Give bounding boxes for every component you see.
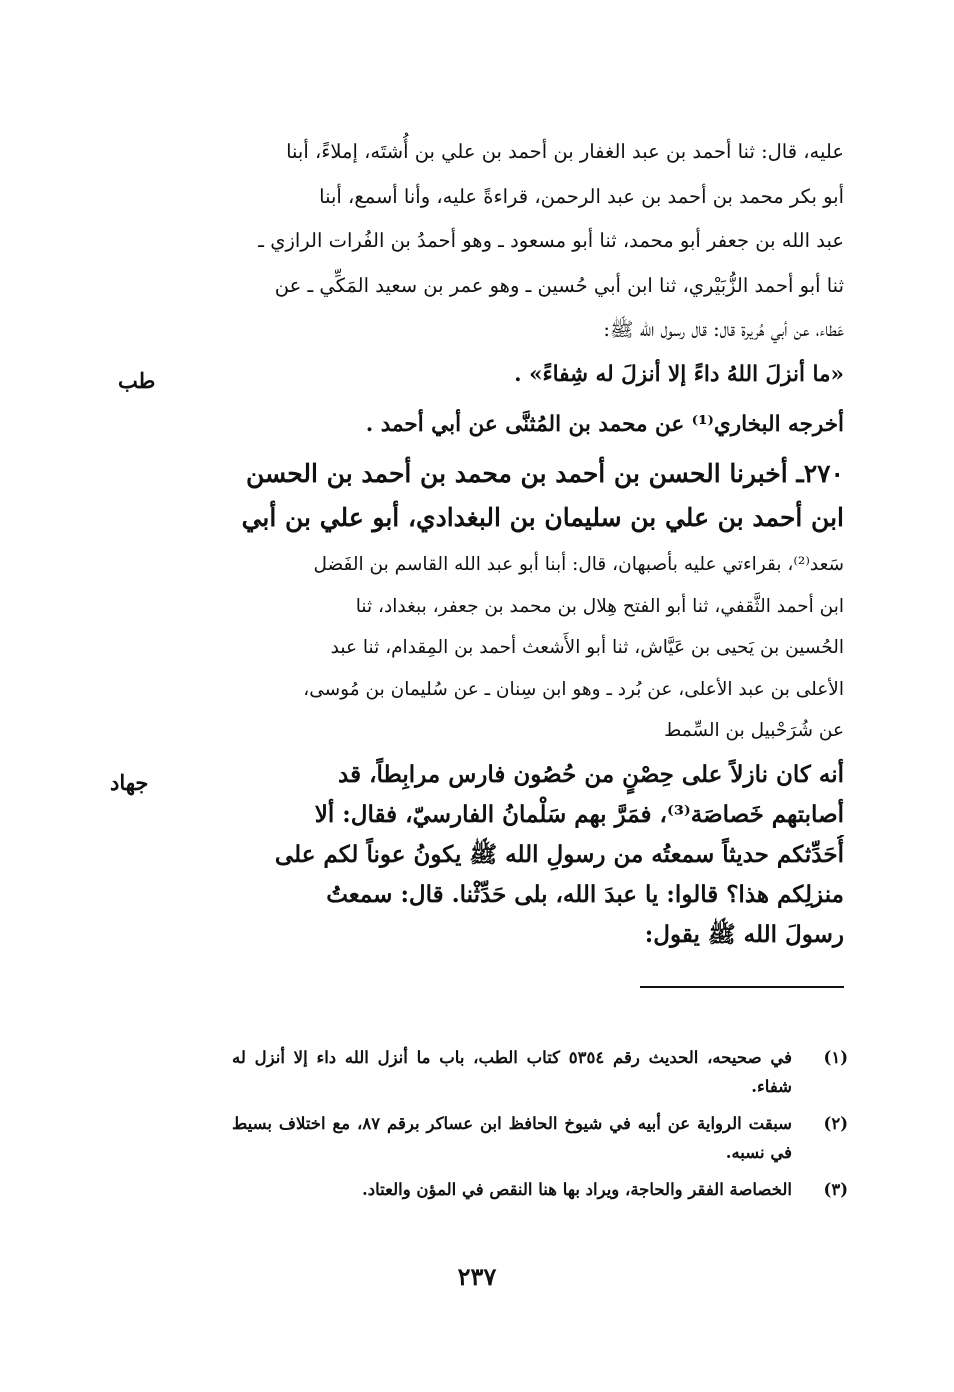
text-line: أنه كان نازلاً على حِصْنٍ من حُصُون فارس مرابِطاً، قد — [338, 761, 844, 788]
text-line: عبد الله بن جعفر أبو محمد، ثنا أبو مسعود ـ وهو أحمدُ بن الفُرات الرازي ـ — [258, 229, 844, 252]
text-line: منزلِكم هذا؟ قالوا: يا عبدَ الله، بلى حَدِّثْنا. قال: سمعتُ — [326, 881, 844, 908]
footnote-divider — [640, 986, 844, 988]
text-line: عليه، قال: ثنا أحمد بن عبد الغفار بن أحمد بن علي بن أُشتَه، إملاءً، أبنا — [286, 140, 844, 163]
text-line: رسولَ الله ﷺ يقول: — [644, 921, 844, 948]
footnote — [232, 1175, 848, 1204]
footnote — [232, 1109, 848, 1167]
footnote-number: (٣) — [823, 1180, 848, 1199]
margin-tag-jihad: جهاد — [110, 770, 149, 795]
heading-line: ابن أحمد بن علي بن سليمان بن البغدادي، أبو علي بن أبي — [241, 503, 844, 532]
text-line: أصابتهم خَصاصَة⁽³⁾، فمَرَّ بهم سَلْمانُ الفارسيّ، فقال: ألا — [314, 801, 844, 828]
text-line: أُحَدِّثكم حديثاً سمعتُه من رسولِ الله ﷺ يكونُ عوناً لكم على — [274, 841, 844, 868]
text-line: ابن أحمد الثَّقفي، ثنا أبو الفتح هِلال بن محمد بن جعفر، ببغداد، ثنا — [355, 595, 844, 617]
footnote — [232, 1043, 848, 1101]
footnote-number: (٢) — [823, 1114, 848, 1133]
takhrij-line: أخرجه البخاري⁽¹⁾ عن محمد بن المُثنَّى عن أبي أحمد . — [365, 412, 844, 437]
isnad-paragraph — [232, 130, 844, 353]
footnote-text: الخصاصة الفقر والحاجة، ويراد بها هنا النقص في المؤن والعتاد. — [362, 1180, 792, 1199]
heading-line: ٢٧٠ـ أخبرنا الحسن بن أحمد بن محمد بن أحمد بن الحسن — [245, 459, 844, 488]
text-line: ثنا أبو أحمد الزُّبَيْري، ثنا ابن أبي حُسين ـ وهو عمر بن سعيد المَكِّي ـ عن — [274, 273, 844, 297]
page-number: ٢٣٧ — [457, 1262, 497, 1291]
text-line: عَطاء، عن أبي هُريرة قال: قال رسول الله ﷺ: — [603, 318, 844, 341]
text-line: الحُسين بن يَحيى بن عَيَّاش، ثنا أبو الأَشعث أحمد بن المِقدام، ثنا عبد — [330, 637, 844, 658]
text-line: الأعلى بن عبد الأعلى، عن بُرد ـ وهو ابن سِنان ـ عن سُليمان بن مُوسى، — [303, 678, 844, 700]
hadith-line: «ما أنزلَ اللهُ داءً إلا أنزلَ له شِفاءً» . — [514, 362, 844, 387]
hadith-text — [232, 350, 844, 450]
text-line: أبو بكر محمد بن أحمد بن عبد الرحمن، قراءةً عليه، وأنا أسمع، أبنا — [319, 184, 844, 208]
margin-tag-tibb: طب — [118, 368, 156, 393]
chain-paragraph — [232, 544, 844, 752]
footnote-text: سبقت الرواية عن أبيه في شيوخ الحافظ ابن عساكر برقم ٨٧، مع اختلاف بسيط في نسبه. — [232, 1114, 792, 1162]
footnotes — [232, 1043, 848, 1212]
footnote-text: في صحيحه، الحديث رقم ٥٣٥٤ كتاب الطب، باب ما أنزل الله داء إلا أنزل له شفاء. — [232, 1048, 792, 1096]
footnote-number: (١) — [823, 1048, 848, 1067]
text-line: عن شُرَحْبيل بن السِّمط — [664, 720, 844, 741]
hadith-heading — [232, 452, 844, 540]
narration-paragraph — [232, 755, 844, 955]
text-line: سَعد⁽²⁾، بقراءتي عليه بأصبهان، قال: أبنا أبو عبد الله القاسم بن الفَضل — [313, 554, 844, 575]
